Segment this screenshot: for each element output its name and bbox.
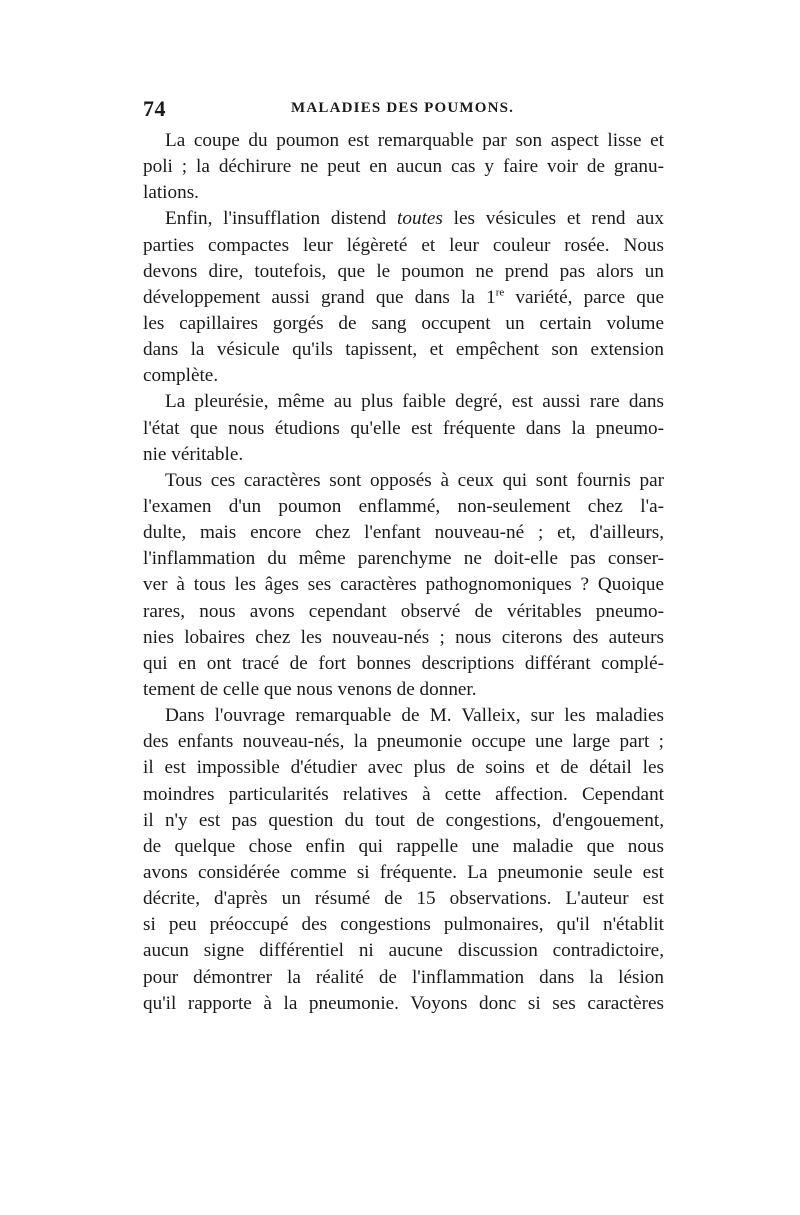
paragraph (143, 206, 664, 389)
text-line: de quelque chose enfin qui rappelle une maladie que nous (143, 835, 664, 857)
text-line: devons dire, toutefois, que le poumon ne prend pas alors un (143, 260, 664, 282)
text-line: Dans l'ouvrage remarquable de M. Valleix, sur les maladies (165, 705, 664, 727)
text-line: poli ; la déchirure ne peut en aucun cas y faire voir de granu- (143, 156, 664, 178)
text-line: nie véritable. (143, 443, 244, 465)
text-line: il est impossible d'étudier avec plus de soins et de détail les (143, 757, 664, 779)
text-line: l'inflammation du même parenchyme ne doit-elle pas conser- (143, 548, 664, 570)
text-line: La pleurésie, même au plus faible degré, est aussi rare dans (165, 391, 664, 413)
emphasized-word: toutes (397, 208, 443, 230)
superscript: re (495, 286, 505, 299)
page-number: 74 (143, 96, 166, 121)
text-line: parties compactes leur légèreté et leur couleur rosée. Nous (143, 234, 664, 256)
running-head: MALADIES DES POUMONS. (291, 100, 515, 116)
body-text (143, 128, 664, 1017)
text-line: l'examen d'un poumon enflammé, non-seulement chez l'a- (143, 495, 664, 517)
text-line: Tous ces caractères sont opposés à ceux qui sont fournis par (165, 469, 664, 491)
text-line: Enfin, l'insufflation distend toutes les vésicules et rend aux (165, 208, 664, 230)
text-line: des enfants nouveau-nés, la pneumonie occupe une large part ; (143, 731, 664, 753)
page-header (143, 96, 663, 120)
text-line: complète. (143, 365, 219, 387)
text-line: développement aussi grand que dans la 1re variété, parce que (143, 286, 665, 308)
text-line: nies lobaires chez les nouveau-nés ; nous citerons des auteurs (143, 626, 664, 648)
text-line: La coupe du poumon est remarquable par son aspect lisse et (165, 130, 664, 151)
text-line: décrite, d'après un résumé de 15 observations. L'auteur est (143, 888, 664, 910)
text-line: lations. (143, 182, 199, 204)
text-line: les capillaires gorgés de sang occupent un certain volume (143, 312, 664, 334)
text-line: il n'y est pas question du tout de congestions, d'engouement, (143, 809, 664, 831)
text-line: dulte, mais encore chez l'enfant nouveau-né ; et, d'ailleurs, (143, 522, 664, 544)
text-line: l'état que nous étudions qu'elle est fréquente dans la pneumo- (143, 417, 664, 439)
paragraph (143, 128, 664, 206)
text-line: qu'il rapporte à la pneumonie. Voyons donc si ses caractères (143, 992, 664, 1014)
text-line: moindres particularités relatives à cette affection. Cependant (143, 783, 664, 805)
text-line: aucun signe différentiel ni aucune discussion contradictoire, (143, 940, 664, 962)
text-line: qui en ont tracé de fort bonnes descriptions différant complé- (143, 652, 664, 674)
paragraph (143, 389, 664, 467)
text-line: si peu préoccupé des congestions pulmonaires, qu'il n'établit (143, 914, 664, 936)
text-line: ver à tous les âges ses caractères pathognomoniques ? Quoique (143, 574, 664, 596)
text-line: tement de celle que nous venons de donner. (143, 678, 477, 700)
paragraph (143, 468, 664, 703)
text-line: pour démontrer la réalité de l'inflammation dans la lésion (143, 966, 664, 988)
paragraph (143, 703, 664, 1017)
text-line: dans la vésicule qu'ils tapissent, et empêchent son extension (143, 339, 664, 361)
text-line: rares, nous avons cependant observé de véritables pneumo- (143, 600, 664, 622)
text-line: avons considérée comme si fréquente. La pneumonie seule est (143, 861, 664, 883)
